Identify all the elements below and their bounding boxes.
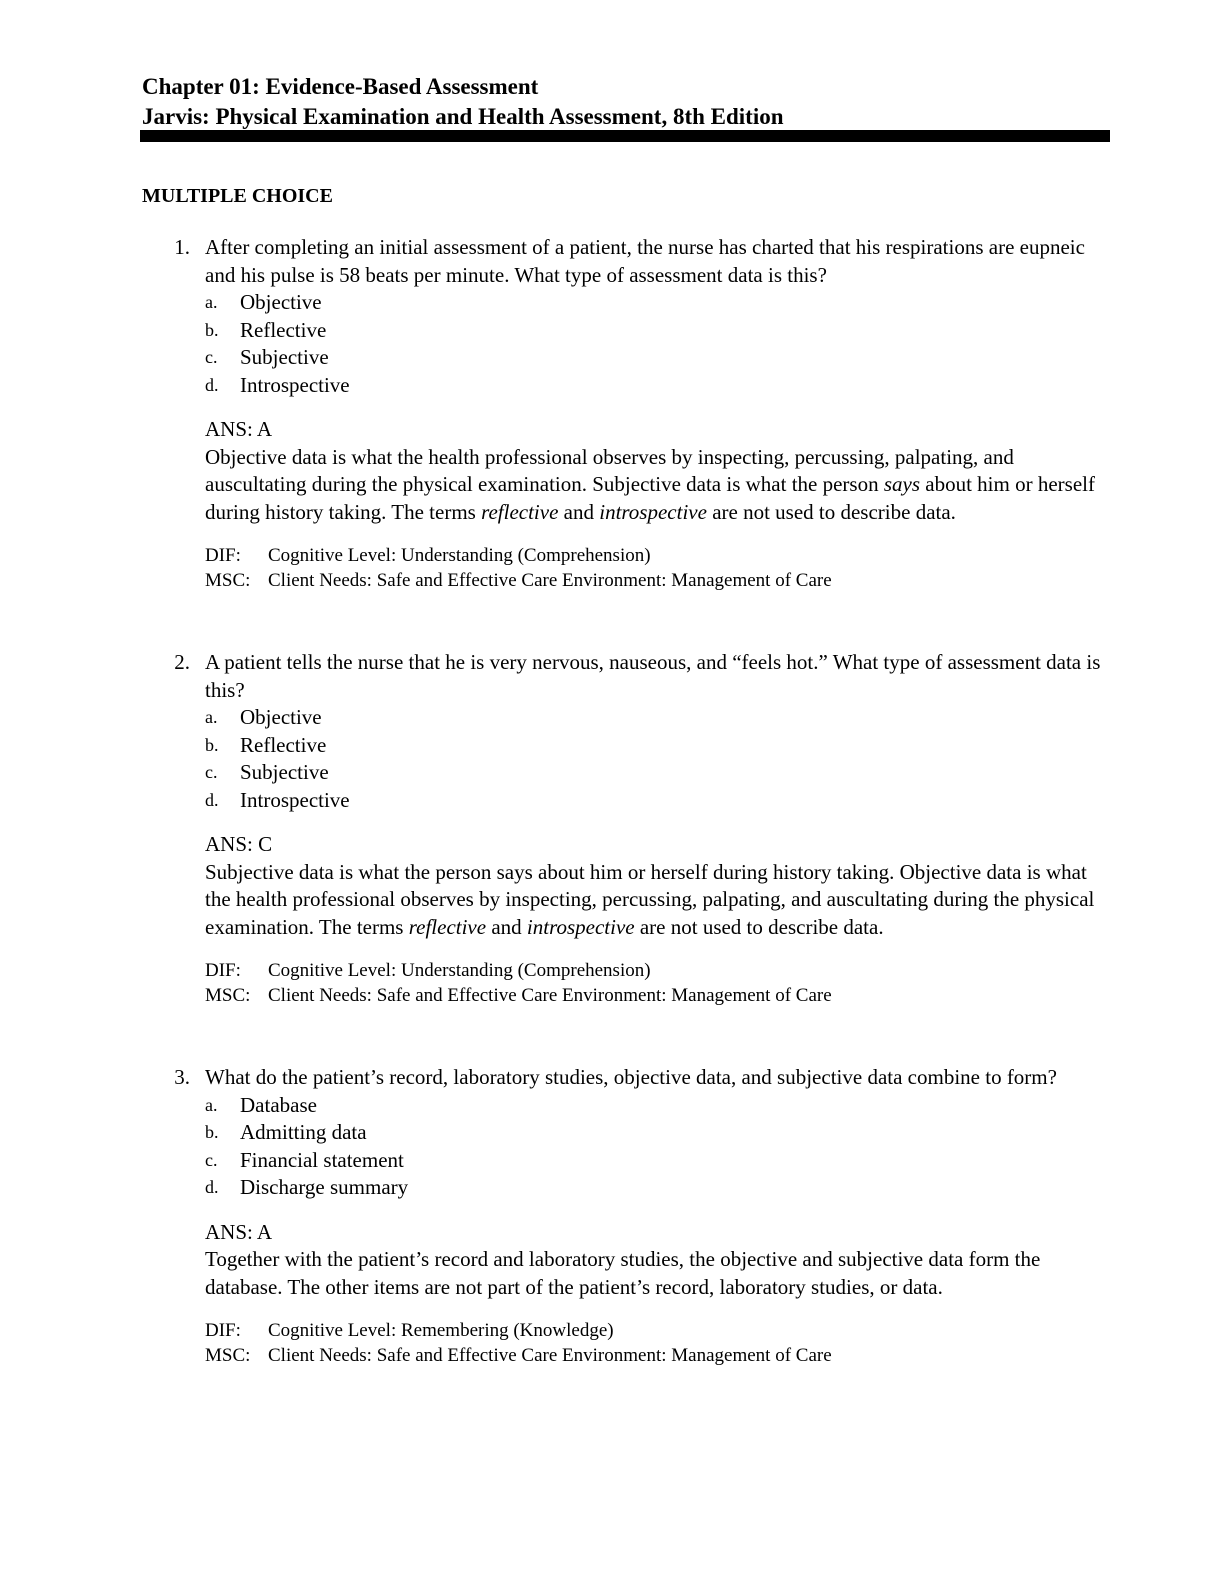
book-title: Jarvis: Physical Examination and Health Assessment, 8th Edition xyxy=(142,104,784,129)
option-b xyxy=(205,732,1110,760)
option-text: Objective xyxy=(240,705,322,729)
dif-value: Cognitive Level: Remembering (Knowledge) xyxy=(268,1320,614,1341)
option-text: Reflective xyxy=(240,317,327,342)
answer-rationale xyxy=(205,444,1110,527)
option-c xyxy=(205,1147,1110,1175)
option-list xyxy=(205,1092,1110,1202)
question-number: 2. xyxy=(174,650,190,674)
question-stem: What do the patient’s record, laboratory studies, objective data, and subjective data combine to form? xyxy=(205,1065,1057,1089)
dif-label: DIF: xyxy=(205,545,241,566)
question-1 xyxy=(142,234,1110,593)
option-list xyxy=(205,704,1110,814)
option-text: Objective xyxy=(240,290,322,314)
option-letter: a. xyxy=(205,292,218,312)
option-b xyxy=(205,317,1110,345)
rationale-text: are not used to describe data. xyxy=(706,499,956,524)
answer-key: ANS: C xyxy=(205,832,273,856)
difficulty-row xyxy=(205,1318,1110,1343)
option-c xyxy=(205,759,1110,787)
msc-value: Client Needs: Safe and Effective Care Environment: Management of Care xyxy=(268,570,832,591)
msc-row xyxy=(205,983,1110,1008)
rationale-text: Objective data is what the health professional observes by inspecting, percussing, palpating, and auscultating during the physical examination. Subjective data is what the person xyxy=(205,444,1014,496)
difficulty-row xyxy=(205,543,1110,568)
dif-value: Cognitive Level: Understanding (Comprehension) xyxy=(268,545,651,566)
question-2 xyxy=(142,649,1110,1008)
option-letter: c. xyxy=(205,347,218,367)
msc-row xyxy=(205,1343,1110,1368)
rationale-text: about him or herself during history taking. The terms xyxy=(205,472,1095,524)
option-a xyxy=(205,289,1110,317)
section-title: MULTIPLE CHOICE xyxy=(142,185,333,207)
dif-label: DIF: xyxy=(205,1320,241,1341)
rationale-emphasis: says xyxy=(883,472,921,496)
option-letter: d. xyxy=(205,789,219,810)
option-letter: c. xyxy=(205,1149,218,1170)
answer-rationale xyxy=(205,859,1110,942)
msc-row xyxy=(205,568,1110,593)
document-header xyxy=(142,72,1110,132)
question-stem: After completing an initial assessment of a patient, the nurse has charted that his respirations are eupneic and his pulse is 58 beats per minute. What type of assessment data is this? xyxy=(205,235,1085,287)
answer-rationale xyxy=(205,1246,1110,1301)
msc-label: MSC: xyxy=(205,570,251,591)
option-letter: c. xyxy=(205,762,218,782)
option-letter: d. xyxy=(205,374,219,395)
difficulty-row xyxy=(205,958,1110,983)
question-number: 1. xyxy=(174,235,190,259)
option-text: Subjective xyxy=(240,760,329,784)
option-d xyxy=(205,787,1110,815)
rationale-text: Subjective data is what the person says about him or herself during history taking. Objective data is what the health professional observes by inspecting, percussing, palpating, and auscultating during the physical examination. The terms xyxy=(205,859,1095,939)
option-letter: b. xyxy=(205,1122,219,1142)
answer-key: ANS: A xyxy=(205,417,273,441)
rationale-emphasis: introspective xyxy=(526,914,635,939)
rationale-text: are not used to describe data. xyxy=(634,914,884,939)
option-letter: b. xyxy=(205,319,219,340)
msc-value: Client Needs: Safe and Effective Care Environment: Management of Care xyxy=(268,985,832,1006)
answer-key: ANS: A xyxy=(205,1219,273,1244)
chapter-title: Chapter 01: Evidence-Based Assessment xyxy=(142,74,539,99)
question-metadata xyxy=(205,543,1110,593)
rationale-text: Together with the patient’s record and laboratory studies, the objective and subjective data form the database. The other items are not part of the patient’s record, laboratory studies, or data. xyxy=(205,1247,1041,1299)
question-number: 3. xyxy=(174,1065,190,1089)
option-text: Database xyxy=(240,1092,317,1117)
option-d xyxy=(205,1174,1110,1202)
option-letter: b. xyxy=(205,734,219,755)
option-text: Introspective xyxy=(240,372,350,397)
dif-value: Cognitive Level: Understanding (Comprehension) xyxy=(268,960,651,981)
rationale-text: and xyxy=(486,914,527,939)
question-3 xyxy=(142,1064,1110,1368)
option-a xyxy=(205,1092,1110,1120)
option-text: Subjective xyxy=(240,345,329,369)
question-metadata xyxy=(205,1318,1110,1368)
option-letter: a. xyxy=(205,1094,218,1115)
question-stem: A patient tells the nurse that he is very nervous, nauseous, and “feels hot.” What type of assessment data is this? xyxy=(205,650,1101,702)
option-letter: d. xyxy=(205,1177,219,1197)
option-text: Admitting data xyxy=(240,1120,367,1144)
rationale-emphasis: reflective xyxy=(408,914,487,939)
rationale-text: and xyxy=(558,499,600,524)
msc-label: MSC: xyxy=(205,985,251,1006)
header-divider xyxy=(140,130,1110,142)
msc-value: Client Needs: Safe and Effective Care Environment: Management of Care xyxy=(268,1345,832,1366)
rationale-emphasis: reflective xyxy=(481,499,559,524)
option-text: Discharge summary xyxy=(240,1175,409,1199)
dif-label: DIF: xyxy=(205,960,241,981)
option-list xyxy=(205,289,1110,399)
option-text: Introspective xyxy=(240,787,350,812)
rationale-emphasis: introspective xyxy=(599,499,707,524)
option-letter: a. xyxy=(205,707,218,727)
option-c xyxy=(205,344,1110,372)
question-metadata xyxy=(205,958,1110,1008)
option-b xyxy=(205,1119,1110,1147)
msc-label: MSC: xyxy=(205,1345,251,1366)
option-d xyxy=(205,372,1110,400)
option-text: Reflective xyxy=(240,732,327,757)
option-text: Financial statement xyxy=(240,1147,404,1172)
option-a xyxy=(205,704,1110,732)
